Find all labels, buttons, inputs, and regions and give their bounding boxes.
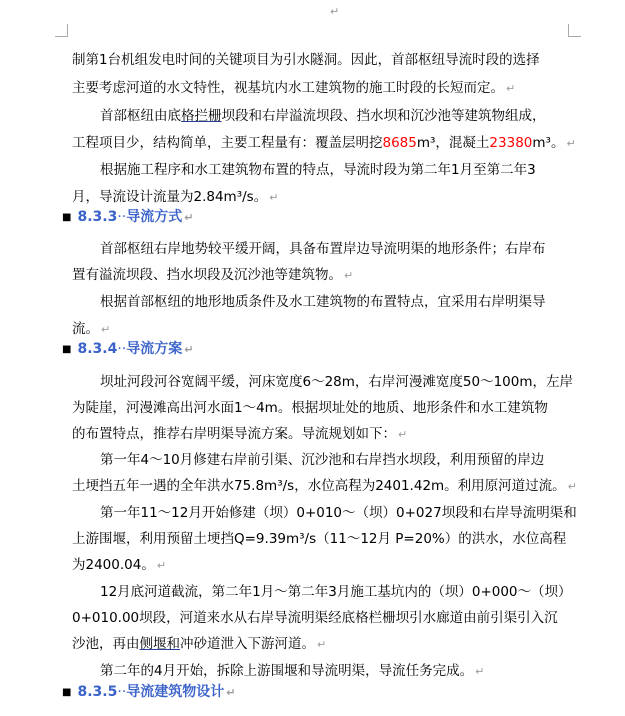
text-line: 12月底河道截流，第二年1月～第二年3月施工基坑内的（坝）0+000～（坝） [100,584,572,600]
text-line: 为陡崖，河漫滩高出河水面1～4m。根据坝址处的地质、地形条件和水工建筑物 [72,400,548,416]
section-heading: ■ 8.3.4··导流方案 ↵ [62,341,194,357]
text-line: 根据施工程序和水工建筑物布置的特点，导流时段为第二年1月至第二年3 [100,162,536,178]
text-line: 上游围堰，利用预留土埂挡Q=9.39m³/s（11～12月 P=20%）的洪水，水位高程 [72,531,567,547]
section-heading: ■ 8.3.5··导流建筑物设计 ↵ [62,684,236,700]
paragraph-mark: ↵ [330,5,340,18]
text-line: 月，导流设计流量为2.84m³/s。 ↵ [72,189,279,205]
text-line: 工程项目少，结构简单，主要工程量有：覆盖层明挖8685m³，混凝土23380m³。 ↵ [72,135,576,151]
underlined-term: 侧堰和 [139,636,180,652]
margin-corner-left [55,24,68,37]
text-line: 0+010.00坝段，河道来水从右岸导流明渠经底格栏栅坝引水廊道由前引渠引入沉 [72,610,558,626]
margin-corner-right [568,24,581,37]
text-line: 置有溢流坝段、挡水坝段及沉沙池等建筑物。 ↵ [72,267,354,283]
underlined-term: 格拦栅 [181,108,222,124]
text-line: 土埂挡五年一遇的全年洪水75.8m³/s，水位高程为2401.42m。利用原河道过流。 ↵ [72,478,577,494]
text-line: 坝址河段河谷宽阔平缓，河床宽度6～28m，右岸河漫滩宽度50～100m，左岸 [100,374,574,390]
red-number: 8685 [382,135,417,151]
text-line: 制第1台机组发电时间的关键项目为引水隧洞。因此，首部枢纽导流时段的选择 [72,52,540,68]
text-line: 第二年的4月开始，拆除上游围堰和导流明渠，导流任务完成。 ↵ [100,663,485,679]
text-line: 根据首部枢纽的地形地质条件及水工建筑物的布置特点，宜采用右岸明渠导 [100,294,546,310]
text-line: 为2400.04。 ↵ [72,557,167,573]
text-line: 首部枢纽由底格拦栅坝段和右岸溢流坝段、挡水坝和沉沙池等建筑物组成， [100,108,546,124]
text-line: 流。 ↵ [72,321,111,337]
text-line: 沙池，再由侧堰和冲砂道泄入下游河道。 ↵ [72,636,327,652]
text-line: 第一年4～10月修建右岸前引渠、沉沙池和右岸挡水坝段，利用预留的岸边 [100,452,545,468]
text-line: 的布置特点，推荐右岸明渠导流方案。导流规划如下： ↵ [72,426,408,442]
section-heading: ■ 8.3.3··导流方式 ↵ [62,209,194,225]
text-line: 主要考虑河道的水文特性，视基坑内水工建筑物的施工时段的长短而定。 ↵ [72,80,516,96]
text-line: 首部枢纽右岸地势较平缓开阔，具备布置岸边导流明渠的地形条件；右岸布 [100,241,546,257]
red-number: 23380 [489,135,533,151]
text-line: 第一年11～12月开始修建（坝）0+010～（坝）0+027坝段和右岸导流明渠和 [100,505,577,521]
